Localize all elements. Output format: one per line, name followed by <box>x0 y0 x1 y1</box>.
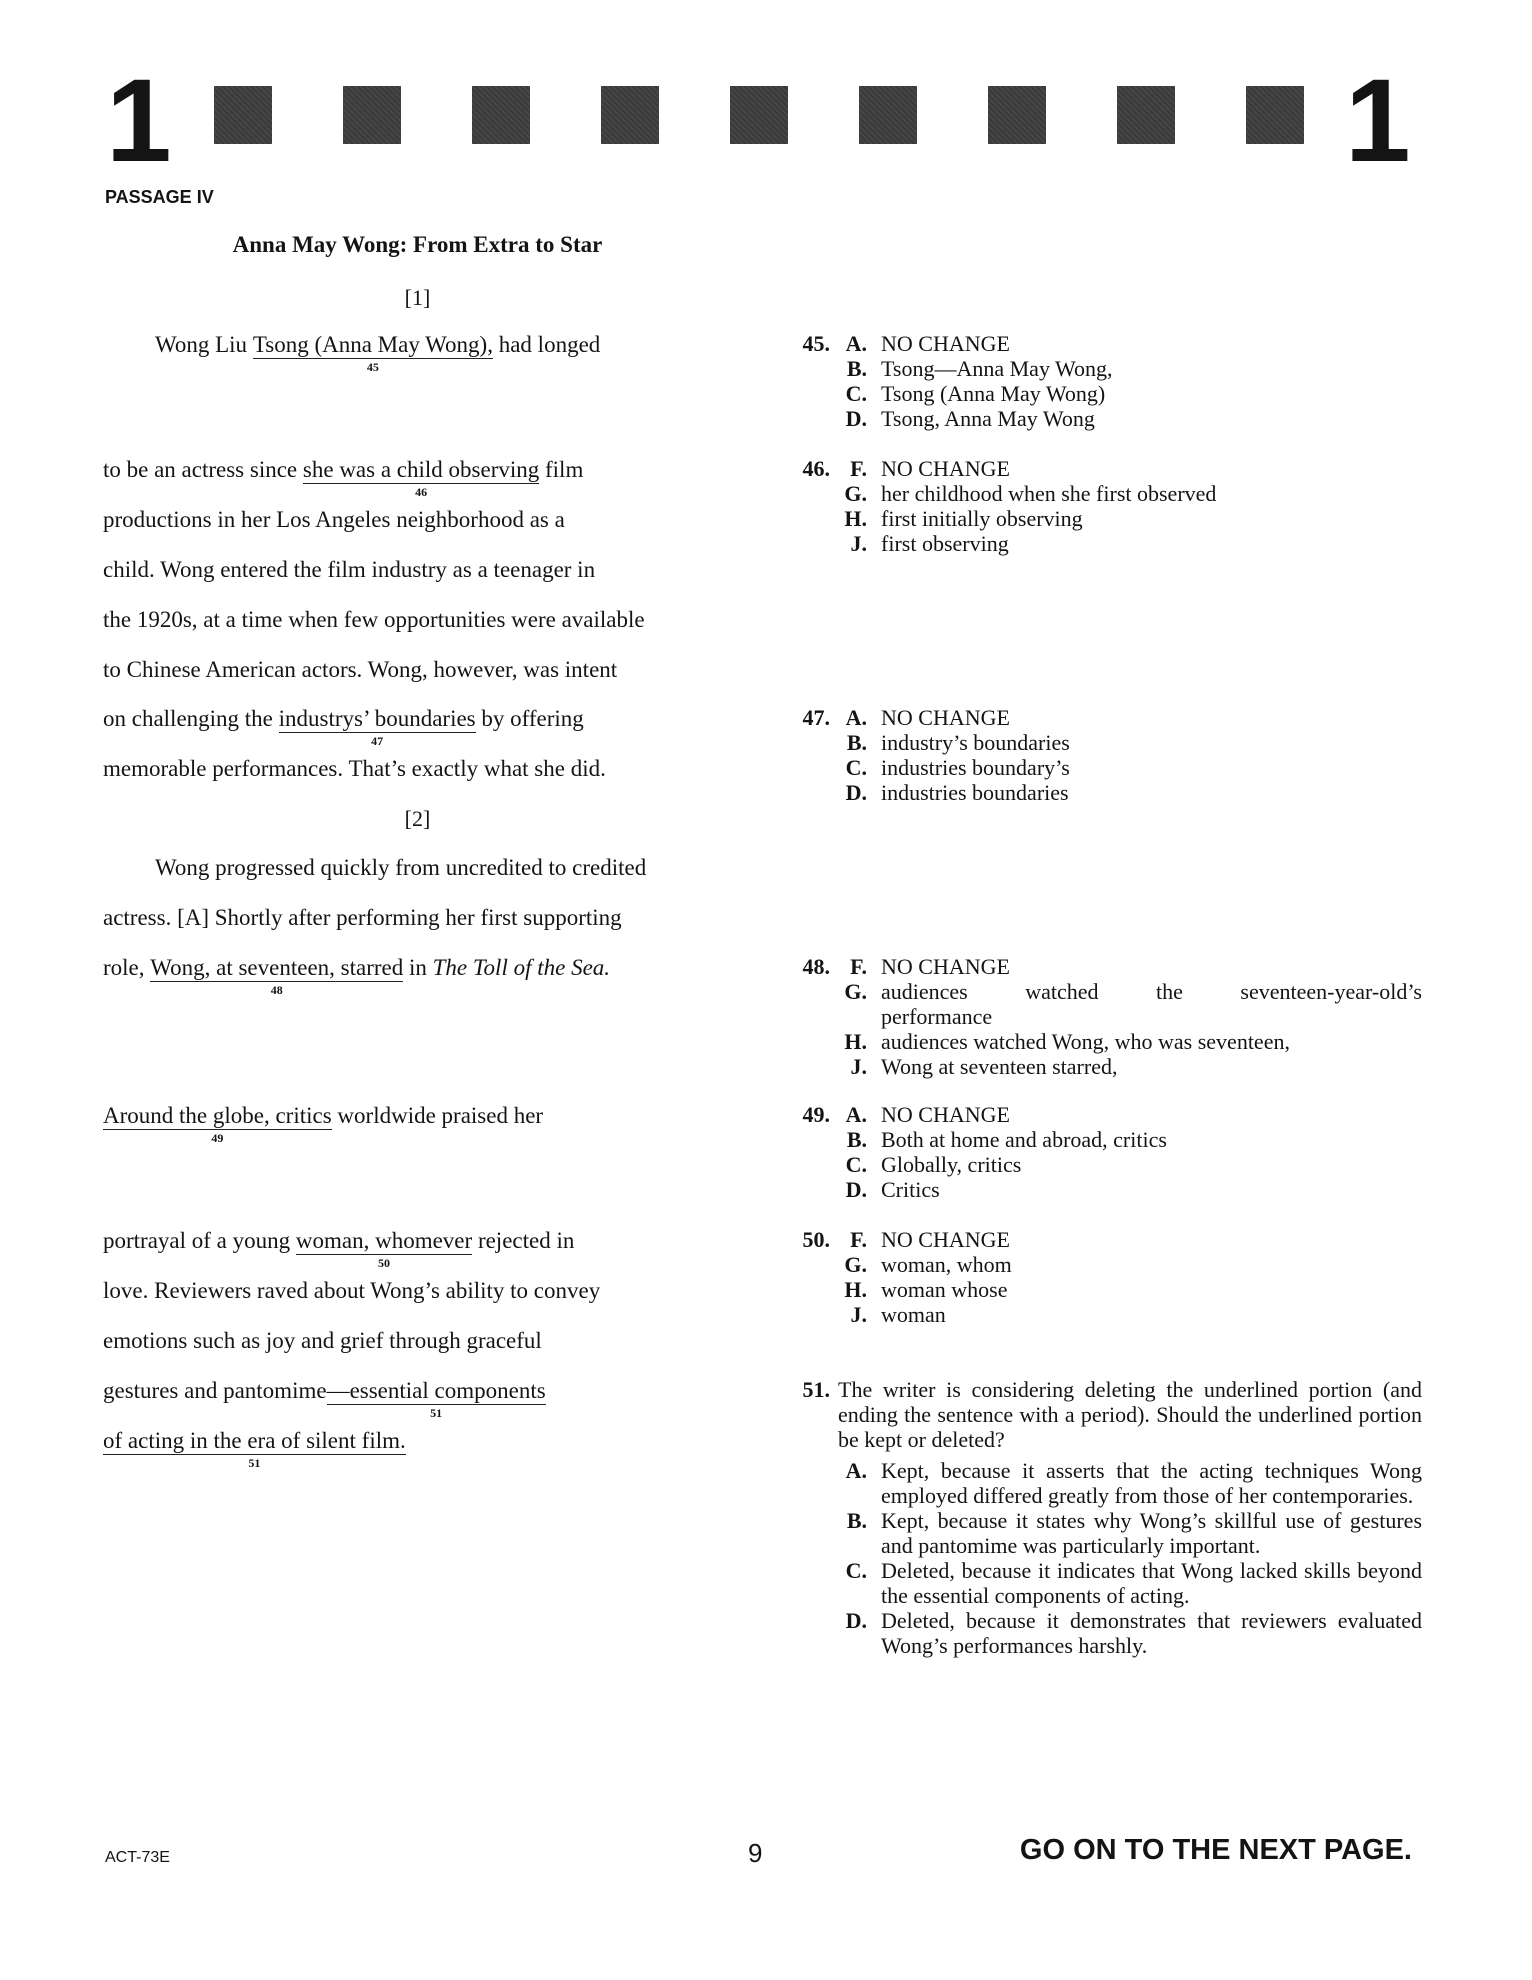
form-code: ACT-73E <box>105 1849 170 1866</box>
answer-option[interactable]: A. NO CHANGE <box>845 331 1010 356</box>
answer-option[interactable]: J. first observing <box>850 531 1009 556</box>
header-square <box>988 86 1046 144</box>
question-number: 45. <box>802 331 830 356</box>
passage-line: role, Wong, at seventeen, starred 48 in The Toll of the Sea. <box>103 955 611 998</box>
underlined-portion-46: she was a child observing 46 <box>302 457 540 500</box>
passage-line: memorable performances. That’s exactly what she did. <box>103 756 606 781</box>
passage-line: to Chinese American actors. Wong, however, was intent <box>103 657 618 682</box>
question-number: 50. <box>802 1227 830 1252</box>
section-number-right: 1 <box>1345 55 1409 187</box>
answer-option[interactable]: F. NO CHANGE <box>850 1227 1010 1252</box>
answer-option[interactable]: G. audiences watched the seventeen-year-old’s performance <box>844 979 1422 1029</box>
passage-line: Wong progressed quickly from uncredited to credited <box>155 855 647 880</box>
question-45 <box>782 331 1422 431</box>
question-marker: 51 <box>248 1456 261 1471</box>
question-marker: 49 <box>211 1131 224 1146</box>
question-marker: 47 <box>371 734 384 749</box>
answer-option[interactable]: A. Kept, because it asserts that the acting techniques Wong employed differed greatly from those of her contemporaries. <box>845 1458 1422 1508</box>
answer-option[interactable]: C. Tsong (Anna May Wong) <box>845 381 1106 406</box>
passage-line: emotions such as joy and grief through graceful <box>103 1328 542 1353</box>
question-47 <box>782 705 1422 805</box>
question-marker: 46 <box>415 485 428 500</box>
passage-title: Anna May Wong: From Extra to Star <box>232 232 603 257</box>
passage-line: the 1920s, at a time when few opportunities were available <box>103 607 645 632</box>
question-number: 46. <box>802 456 830 481</box>
answer-option[interactable]: J. Wong at seventeen starred, <box>850 1054 1118 1079</box>
header-square <box>472 86 530 144</box>
answer-option[interactable]: D. Critics <box>845 1177 940 1202</box>
section-number-left: 1 <box>106 55 170 187</box>
question-marker: 50 <box>378 1256 391 1271</box>
answer-option[interactable]: A. NO CHANGE <box>845 705 1010 730</box>
passage-line: Around the globe, critics 49 worldwide praised her <box>103 1103 544 1146</box>
header-square <box>601 86 659 144</box>
header-square <box>214 86 272 144</box>
question-marker: 48 <box>270 983 283 998</box>
answer-option[interactable]: F. NO CHANGE <box>850 456 1010 481</box>
question-51 <box>782 1377 1422 1658</box>
passage-line: gestures and pantomime—essential components 51 <box>103 1378 546 1421</box>
answer-option[interactable]: F. NO CHANGE <box>850 954 1010 979</box>
passage-line <box>103 1428 406 1471</box>
answer-option[interactable]: C. Globally, critics <box>845 1152 1022 1177</box>
answer-option[interactable]: D. Tsong, Anna May Wong <box>845 406 1095 431</box>
header-square <box>1117 86 1175 144</box>
underlined-portion-51: of acting in the era of silent film. 51 <box>103 1428 406 1471</box>
answer-option[interactable]: G. woman, whom <box>844 1252 1012 1277</box>
question-marker: 51 <box>430 1406 443 1421</box>
passage-line: portrayal of a young woman, whomever 50 rejected in <box>103 1228 575 1271</box>
passage-line: actress. [A] Shortly after performing her first supporting <box>103 905 622 930</box>
underlined-portion-45: Tsong (Anna May Wong), 45 <box>252 332 493 375</box>
answer-option[interactable]: C. Deleted, because it indicates that Wong lacked skills beyond the essential components of acting. <box>845 1558 1422 1608</box>
page-number: 9 <box>748 1838 763 1868</box>
answer-option[interactable]: C. industries boundary’s <box>845 755 1070 780</box>
answer-option[interactable]: D. Deleted, because it demonstrates that reviewers evaluated Wong’s performances harshly. <box>845 1608 1422 1658</box>
passage-line: Wong Liu Tsong (Anna May Wong), 45 had longed <box>155 332 601 375</box>
underlined-portion-47: industrys’ boundaries 47 <box>278 706 476 749</box>
question-49 <box>782 1102 1422 1202</box>
passage-label: PASSAGE IV <box>105 187 214 207</box>
answer-option[interactable]: H. first initially observing <box>844 506 1083 531</box>
underlined-portion-51: —essential components 51 <box>326 1378 546 1421</box>
question-marker: 45 <box>366 360 379 375</box>
answer-option[interactable]: H. woman whose <box>844 1277 1008 1302</box>
question-stem: The writer is considering deleting the underlined portion (and ending the sentence with a period). Should the underlined portion be kept or deleted? <box>838 1377 1422 1452</box>
answer-option[interactable]: D. industries boundaries <box>845 780 1069 805</box>
paragraph-number: [1] <box>404 285 431 310</box>
answer-option[interactable]: J. woman <box>850 1302 946 1327</box>
header-square <box>730 86 788 144</box>
answer-option[interactable]: B. industry’s boundaries <box>846 730 1070 755</box>
underlined-portion-49: Around the globe, critics 49 <box>103 1103 332 1146</box>
header-square <box>1246 86 1304 144</box>
passage-line: child. Wong entered the film industry as a teenager in <box>103 557 596 582</box>
underlined-portion-50: woman, whomever 50 <box>295 1228 473 1271</box>
question-number: 47. <box>802 705 830 730</box>
question-50 <box>782 1227 1422 1327</box>
passage-line: love. Reviewers raved about Wong’s ability to convey <box>103 1278 601 1303</box>
underlined-portion-48: Wong, at seventeen, starred 48 <box>150 955 404 998</box>
answer-option[interactable]: B. Tsong—Anna May Wong, <box>846 356 1113 381</box>
answer-option[interactable]: B. Both at home and abroad, critics <box>846 1127 1167 1152</box>
question-48 <box>782 954 1422 1079</box>
answer-option[interactable]: G. her childhood when she first observed <box>844 481 1217 506</box>
question-number: 49. <box>802 1102 830 1127</box>
answer-option[interactable]: B. Kept, because it states why Wong’s skillful use of gestures and pantomime was particularly important. <box>846 1508 1422 1558</box>
answer-option[interactable]: A. NO CHANGE <box>845 1102 1010 1127</box>
question-number: 48. <box>802 954 830 979</box>
answer-option[interactable]: H. audiences watched Wong, who was seventeen, <box>844 1029 1290 1054</box>
passage-line: productions in her Los Angeles neighborhood as a <box>103 507 565 532</box>
question-number: 51. <box>802 1377 830 1402</box>
header-square <box>859 86 917 144</box>
passage-line: to be an actress since she was a child observing 46 film <box>103 457 584 500</box>
film-title: The Toll of the Sea. <box>432 955 611 980</box>
header-square <box>343 86 401 144</box>
passage-line: on challenging the industrys’ boundaries 47 by offering <box>103 706 584 749</box>
paragraph-number: [2] <box>404 806 431 831</box>
next-page-notice: GO ON TO THE NEXT PAGE. <box>1019 1834 1412 1866</box>
question-46 <box>782 456 1422 556</box>
